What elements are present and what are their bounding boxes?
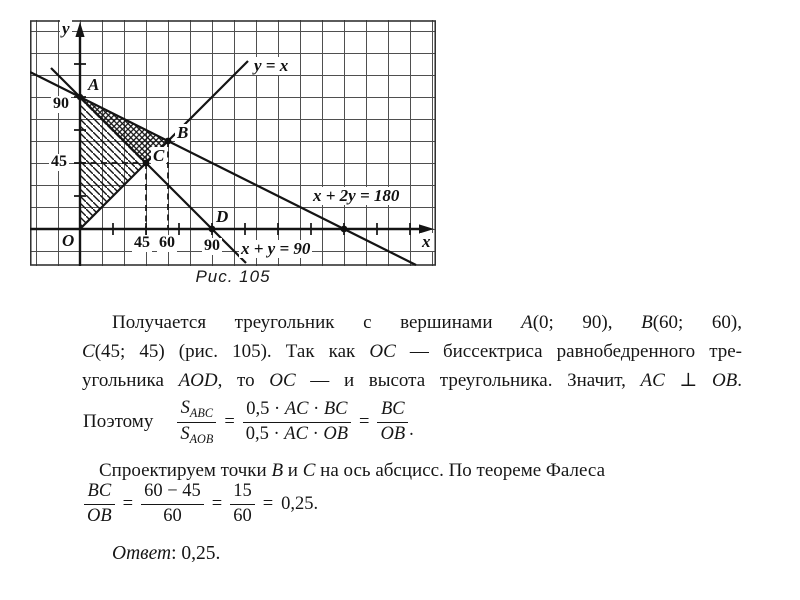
equals-sign: = xyxy=(262,493,274,514)
fraction-bc-ob: $\frac{BC}{OB}$ xyxy=(84,481,115,527)
equals-sign: = xyxy=(224,411,235,432)
dot-D xyxy=(209,226,216,233)
y-axis-label: y xyxy=(62,19,70,38)
figure-plot xyxy=(30,20,436,266)
paragraph-1-line-1: Получается треугольник с вершинами A(0; 90), B(60; 60), xyxy=(112,312,742,333)
y-tick-90: 90 xyxy=(53,95,69,112)
paragraph-1-line-3: угольника AOD, то OC — и высота треугольника. Значит, AC ⊥ OB. xyxy=(82,370,743,391)
formula-thales xyxy=(84,478,318,530)
paragraph-1 xyxy=(82,308,742,395)
origin-label: O xyxy=(62,231,75,250)
label-line-x-2y-180: x + 2y = 180 xyxy=(313,186,400,205)
figure-graph xyxy=(30,20,436,266)
point-label-a: A xyxy=(88,75,100,94)
formula-result: 0,25. xyxy=(281,493,319,514)
label-line-x-y-90: x + y = 90 xyxy=(241,239,311,258)
figure-caption: Рис. 105 xyxy=(195,267,271,286)
equals-sign: = xyxy=(122,493,134,514)
y-tick-45: 45 xyxy=(51,153,67,170)
paragraph-2-line-1: Спроектируем точки B и C на ось абсцисс. По теореме Фалеса xyxy=(99,460,606,481)
dot-C xyxy=(143,160,150,167)
paragraph-1-line-2: C(45; 45) (рис. 105). Так как OC — биссектриса равнобедренного тре- xyxy=(82,341,742,362)
x-axis-label: x xyxy=(422,232,431,251)
point-label-b: B xyxy=(177,123,189,142)
dot-x180 xyxy=(341,226,348,233)
formula-period: . xyxy=(409,419,414,440)
equals-sign: = xyxy=(359,411,370,432)
point-label-c: C xyxy=(153,146,165,165)
formula-area-ratio xyxy=(83,396,414,448)
x-tick-60: 60 xyxy=(159,234,175,251)
fraction-60-45-over-60: $\frac{60 - 45}{60}$ xyxy=(141,481,204,527)
fraction-bc-ob: $\frac{BC}{OB}$ xyxy=(377,399,408,445)
x-tick-90: 90 xyxy=(204,237,220,254)
dot-A xyxy=(77,94,83,100)
x-tick-45: 45 xyxy=(134,234,150,251)
answer-line: Ответ: 0,25. xyxy=(112,543,221,564)
equals-sign: = xyxy=(211,493,223,514)
point-label-d: D xyxy=(216,207,229,226)
label-line-y-eq-x: y = x xyxy=(254,56,289,75)
fraction-15-over-60: $\frac{15}{60}$ xyxy=(230,481,255,527)
y-axis-arrow-icon xyxy=(75,22,84,37)
fraction-s-abc-s-aob: $\frac{S_{ABC}}{S_{AOB}}$ xyxy=(177,398,216,445)
dot-B xyxy=(165,138,172,145)
fraction-05-ac-bc: $\frac{0,5 \cdot AC \cdot BC}{0,5 \cdot AC \cdot OB}$ xyxy=(243,399,351,445)
formula-intro: Поэтому xyxy=(83,411,154,432)
